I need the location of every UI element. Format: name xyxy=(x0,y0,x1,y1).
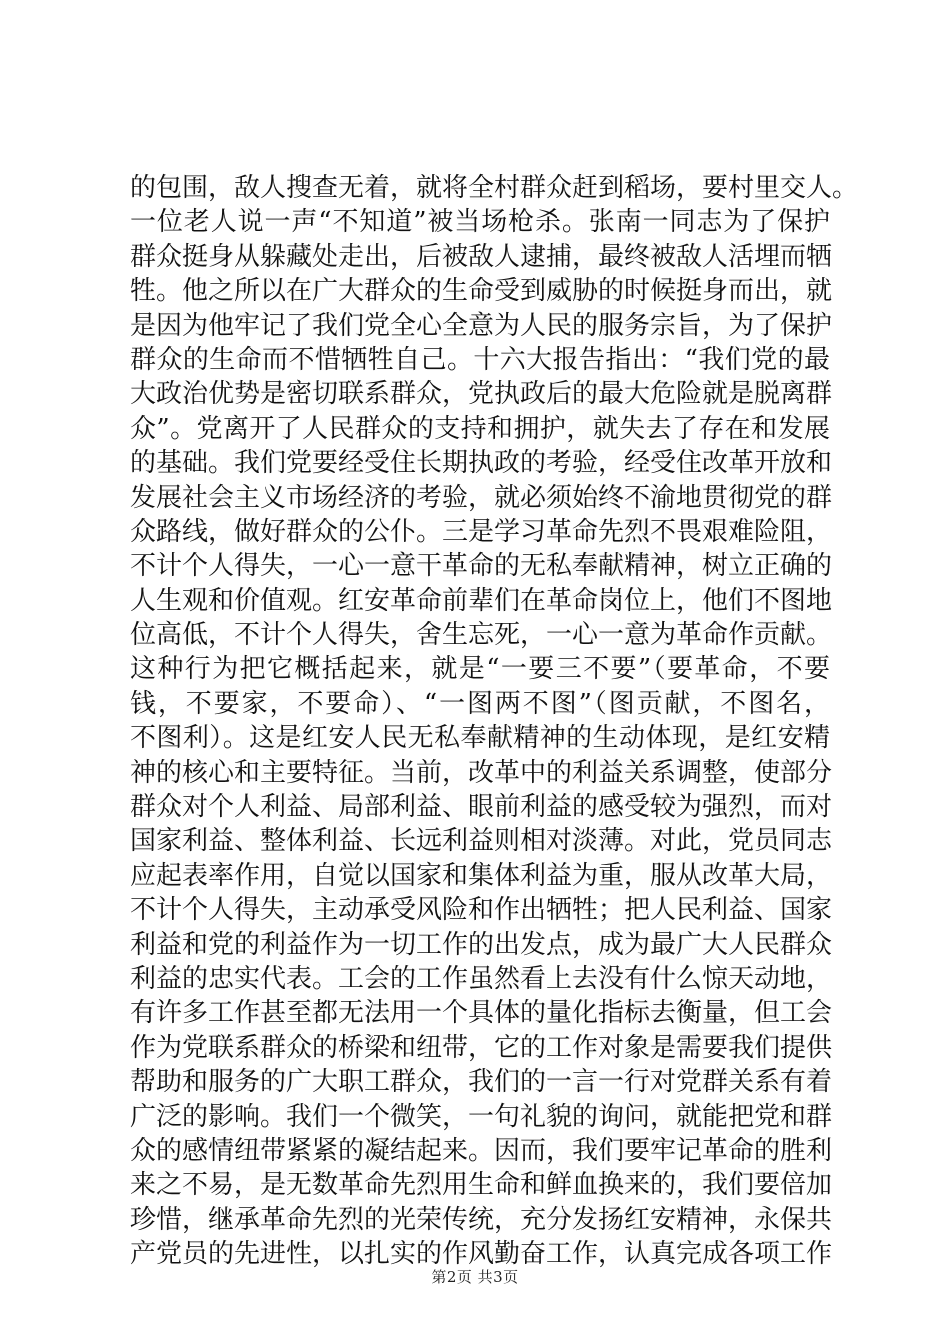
text-line: 发展社会主义市场经济的考验，就必须始终不渝地贯彻党的群 xyxy=(130,482,833,513)
text-line: 来之不易，是无数革命先烈用生命和鲜血换来的，我们要倍加 xyxy=(130,1170,833,1201)
text-line: 帮助和服务的广大职工群众，我们的一言一行对党群关系有着 xyxy=(130,1067,833,1098)
text-line: 大政治优势是密切联系群众，党执政后的最大危险就是脱离群 xyxy=(130,379,833,410)
body-text xyxy=(130,171,859,1272)
page-footer: 第2页 共3页 xyxy=(431,1268,519,1286)
text-line: 人生观和价值观。红安革命前辈们在革命岗位上，他们不图地 xyxy=(130,585,833,616)
text-line: 钱，不要家，不要命）、“一图两不图”（图贡献，不图名， xyxy=(130,688,830,719)
text-line: 位高低，不计个人得失，舍生忘死，一心一意为革命作贡献。 xyxy=(130,620,833,651)
text-line: 利益和党的利益作为一切工作的出发点，成为最广大人民群众 xyxy=(130,929,833,960)
text-line: 不图利）。这是红安人民无私奉献精神的生动体现，是红安精 xyxy=(130,723,830,754)
text-line: 群众挺身从躲藏处走出，后被敌人逮捕，最终被敌人活埋而牺 xyxy=(130,241,833,272)
text-line: 国家利益、整体利益、长远利益则相对淡薄。对此，党员同志 xyxy=(130,826,833,857)
text-line: 这种行为把它概括起来，就是“一要三不要”（要革命，不要 xyxy=(130,654,830,685)
text-line: 众路线，做好群众的公仆。三是学习革命先烈不畏艰难险阻， xyxy=(130,516,833,547)
text-line: 众”。党离开了人民群众的支持和拥护，就失去了存在和发展 xyxy=(130,413,830,444)
text-line: 广泛的影响。我们一个微笑，一句礼貌的询问，就能把党和群 xyxy=(130,1101,833,1132)
text-line: 不计个人得失，主动承受风险和作出牺牲；把人民利益、国家 xyxy=(130,895,833,926)
text-line: 作为党联系群众的桥梁和纽带，它的工作对象是需要我们提供 xyxy=(130,1032,833,1063)
text-line: 是因为他牢记了我们党全心全意为人民的服务宗旨，为了保护 xyxy=(130,310,833,341)
text-line: 不计个人得失，一心一意干革命的无私奉献精神，树立正确的 xyxy=(130,551,833,582)
text-line: 的基础。我们党要经受住长期执政的考验，经受住改革开放和 xyxy=(130,448,833,479)
text-line: 群众对个人利益、局部利益、眼前利益的感受较为强烈，而对 xyxy=(130,792,833,823)
text-line: 产党员的先进性，以扎实的作风勤奋工作，认真完成各项工作 xyxy=(130,1239,833,1270)
text-line: 利益的忠实代表。工会的工作虽然看上去没有什么惊天动地， xyxy=(130,963,833,994)
text-line: 珍惜，继承革命先烈的光荣传统，充分发扬红安精神，永保共 xyxy=(130,1204,833,1235)
text-line: 众的感情纽带紧紧的凝结起来。因而，我们要牢记革命的胜利 xyxy=(130,1135,833,1166)
text-line: 有许多工作甚至都无法用一个具体的量化指标去衡量，但工会 xyxy=(130,998,833,1029)
text-line: 应起表率作用，自觉以国家和集体利益为重，服从改革大局， xyxy=(130,860,833,891)
text-line: 神的核心和主要特征。当前，改革中的利益关系调整，使部分 xyxy=(130,757,833,788)
text-line: 的包围，敌人搜查无着，就将全村群众赶到稻场，要村里交人。 xyxy=(130,173,859,203)
text-line: 一位老人说一声“不知道”被当场枪杀。张南一同志为了保护 xyxy=(130,207,830,238)
text-line: 群众的生命而不惜牺牲自己。十六大报告指出：“我们党的最 xyxy=(130,344,830,375)
text-line: 牲。他之所以在广大群众的生命受到威胁的时候挺身而出，就 xyxy=(130,276,833,307)
